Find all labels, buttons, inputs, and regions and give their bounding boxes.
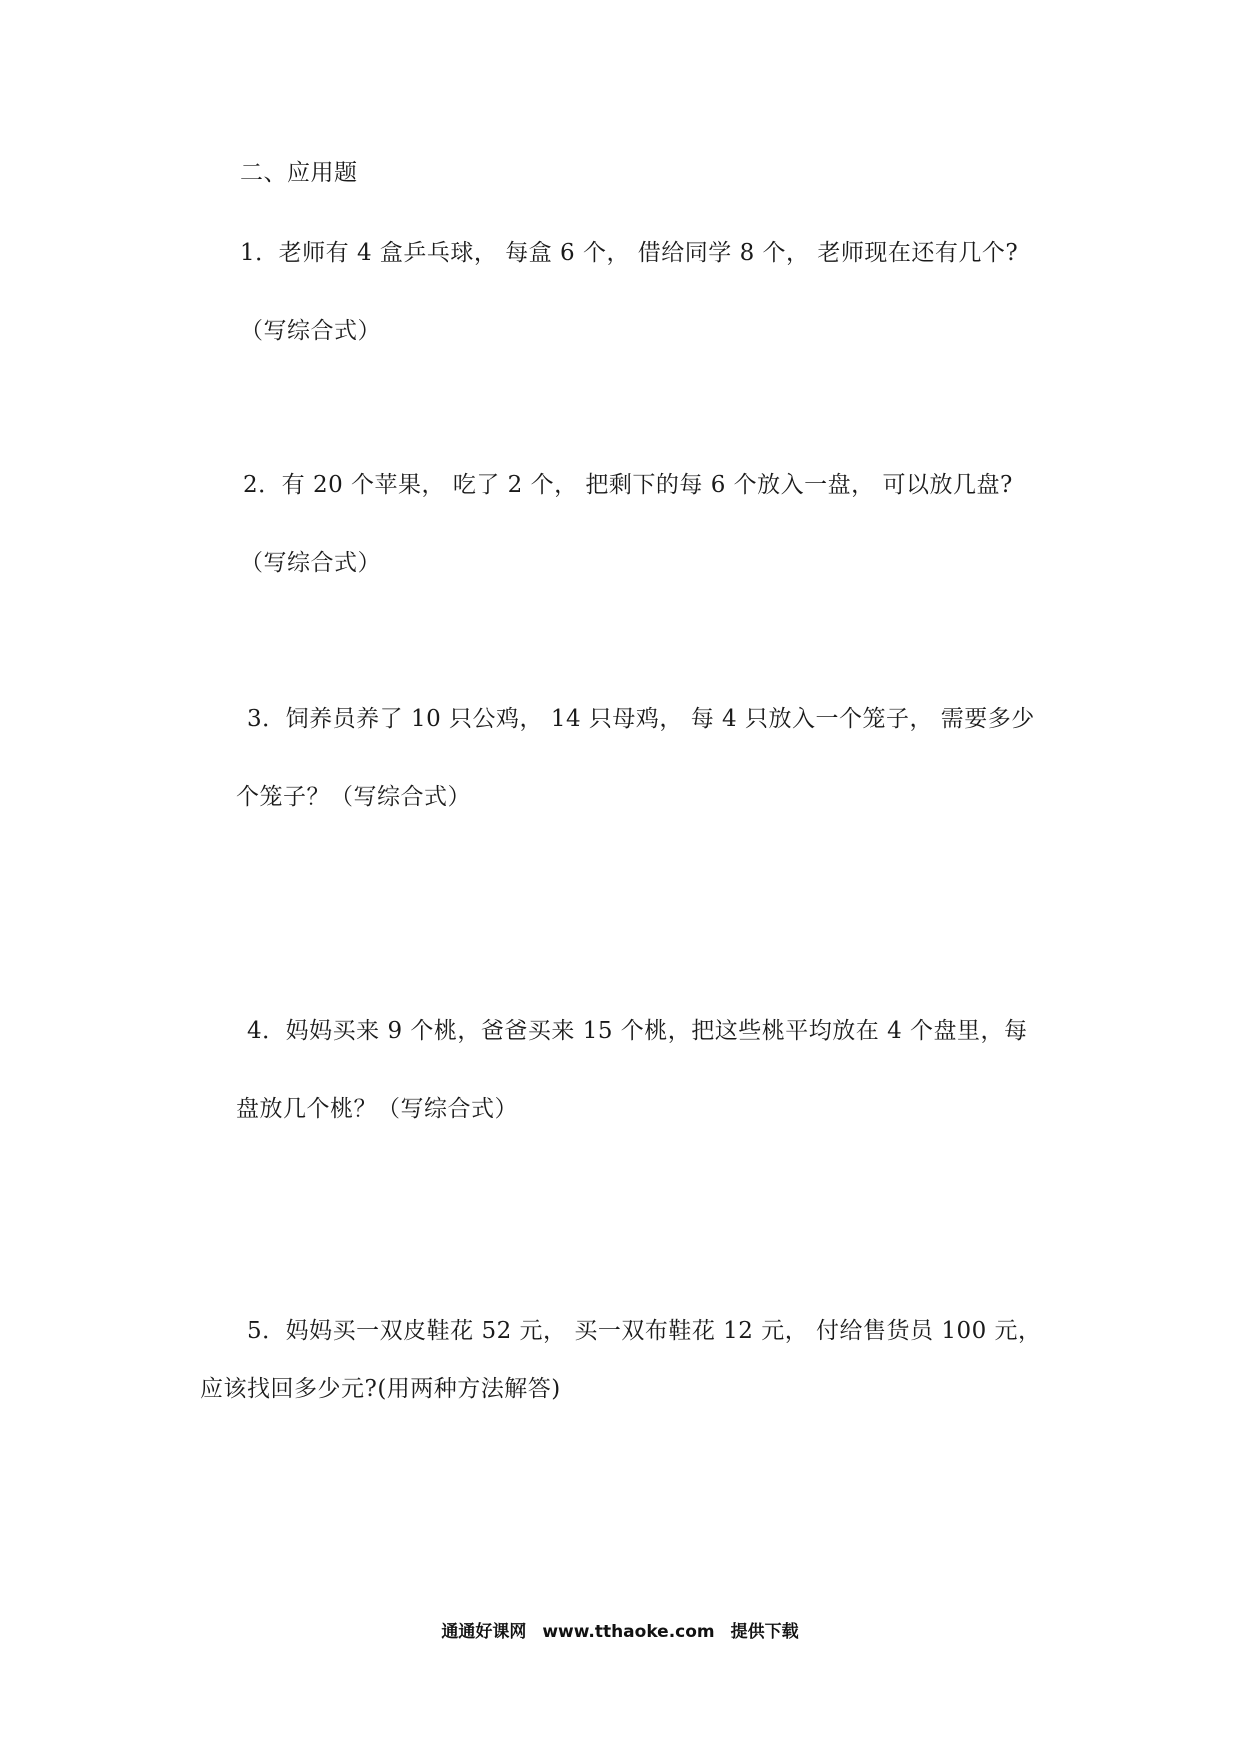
section-title: 二、应用题 xyxy=(240,160,358,186)
question-2-line-1: 2．有 20 个苹果， 吃了 2 个， 把剩下的每 6 个放入一盘， 可以放几盘? xyxy=(243,472,1013,498)
question-4-line-2: 盘放几个桃？（写综合式） xyxy=(236,1096,518,1122)
page-footer xyxy=(0,1620,1240,1644)
question-2-line-2: （写综合式） xyxy=(240,550,381,576)
question-3-line-1: 3．饲养员养了 10 只公鸡， 14 只母鸡， 每 4 只放入一个笼子， 需要多少 xyxy=(247,706,1035,732)
footer-url: www.tthaoke.com xyxy=(542,1622,715,1642)
question-4-line-1: 4．妈妈买来 9 个桃，爸爸买来 15 个桃，把这些桃平均放在 4 个盘里，每 xyxy=(247,1018,1028,1044)
footer-site-name: 通通好课网 xyxy=(441,1622,527,1642)
question-5-line-1: 5．妈妈买一双皮鞋花 52 元， 买一双布鞋花 12 元， 付给售货员 100 元， xyxy=(247,1318,1042,1344)
question-1-line-1: 1．老师有 4 盒乒乓球， 每盒 6 个， 借给同学 8 个， 老师现在还有几个? xyxy=(240,240,1019,266)
question-1-line-2: （写综合式） xyxy=(240,318,381,344)
footer-note: 提供下载 xyxy=(730,1622,799,1642)
question-5-line-2: 应该找回多少元?(用两种方法解答) xyxy=(200,1376,561,1402)
question-3-line-2: 个笼子？（写综合式） xyxy=(236,784,471,810)
